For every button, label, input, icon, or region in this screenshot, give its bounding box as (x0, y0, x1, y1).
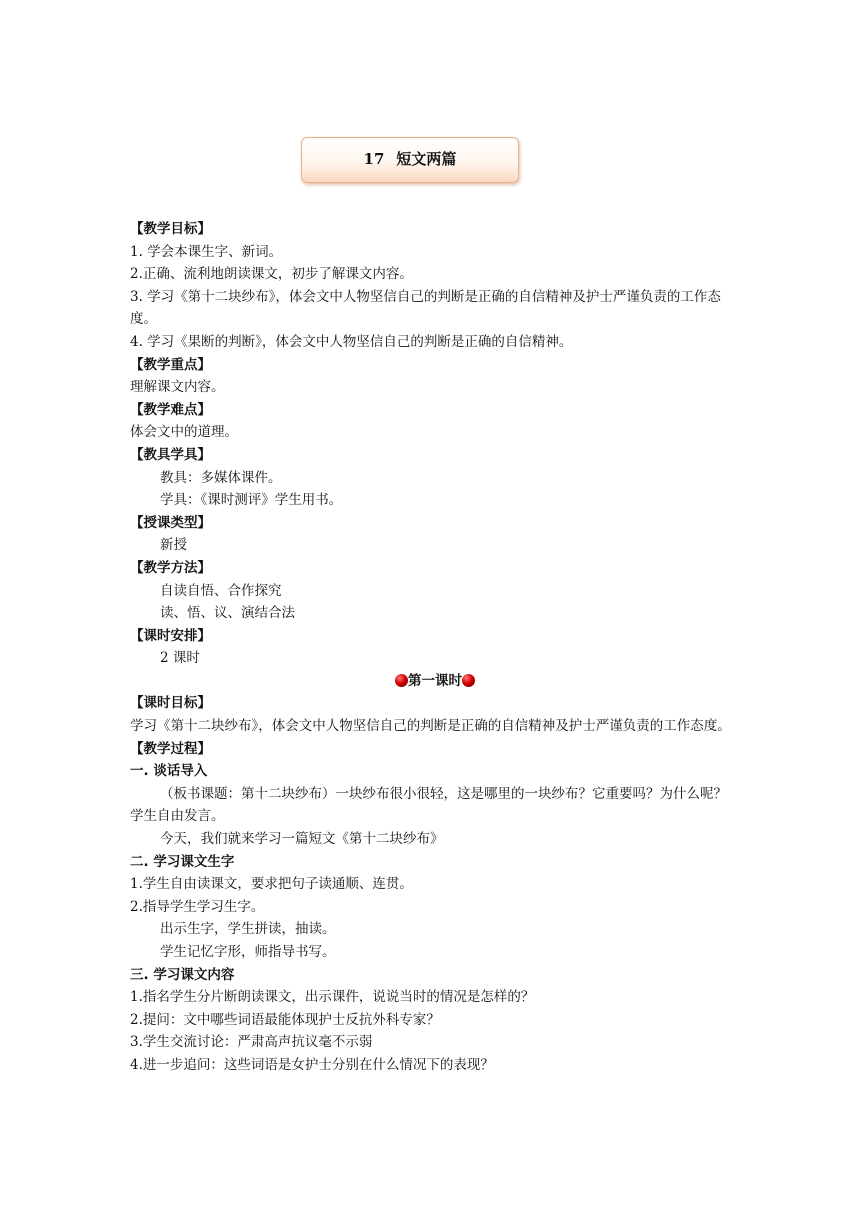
tools-item: 学具：《课时测评》学生用书。 (160, 492, 343, 509)
part3-heading: 三. 学习课文内容 (130, 966, 235, 983)
part3-item: 3.学生交流讨论：严肃高声抗议毫不示弱 (130, 1034, 373, 1051)
part3-item: 2.提问：文中哪些词语最能体现护士反抗外科专家？ (130, 1011, 440, 1028)
part2-item: 2.指导学生学习生字。 (130, 898, 265, 915)
part1-heading: 一. 谈话导入 (130, 763, 208, 780)
goal-item: 4. 学习《果断的判断》，体会文中人物坚信自己的判断是正确的自信精神。 (130, 333, 573, 350)
goals-heading: 【教学目标】 (130, 221, 211, 237)
part2-item: 1.学生自由读课文，要求把句子读通顺、连贯。 (130, 876, 413, 893)
type-text: 新授 (160, 537, 187, 554)
difficult-heading: 【教学难点】 (130, 401, 211, 418)
lesson-goal-heading: 【课时目标】 (130, 695, 211, 712)
method-item: 自读自悟、合作探究 (160, 582, 282, 599)
key-heading: 【教学重点】 (130, 356, 211, 373)
red-ball-icon (395, 674, 408, 687)
lesson-title-box (301, 137, 519, 183)
part2-subitem: 出示生字，学生拼读，抽读。 (160, 921, 336, 938)
part3-item: 4.进一步追问：这些词语是女护士分别在什么情况下的表现？ (130, 1056, 494, 1073)
lesson-one-banner (130, 670, 740, 693)
red-ball-icon (462, 674, 475, 687)
type-heading: 【授课类型】 (130, 514, 211, 531)
part2-subitem: 学生记忆字形，师指导书写。 (160, 944, 336, 960)
lesson-number: 17 (363, 150, 385, 168)
document-body (130, 218, 740, 1077)
tools-heading: 【教具学具】 (130, 446, 211, 463)
part1-paragraph: 今天，我们就来学习一篇短文《第十二块纱布》 (160, 831, 444, 848)
lesson-title: 短文两篇 (396, 150, 457, 168)
key-text: 理解课文内容。 (130, 379, 225, 396)
difficult-text: 体会文中的道理。 (130, 424, 238, 441)
part1-paragraph: （板书课题：第十二块纱布）一块纱布很小很轻，这是哪里的一块纱布？它重要吗？为什么呢？学生自由发言。 (130, 785, 727, 825)
method-item: 读、悟、议、演结合法 (160, 605, 295, 622)
lesson-goal-text: 学习《第十二块纱布》，体会文中人物坚信自己的判断是正确的自信精神及护士严谨负责的工作态度。 (130, 718, 731, 735)
schedule-text: 2 课时 (160, 650, 200, 667)
part3-item: 1.指名学生分片断朗读课文，出示课件，说说当时的情况是怎样的？ (130, 989, 535, 1006)
schedule-heading: 【课时安排】 (130, 627, 211, 644)
lesson-one-label: 第一课时 (408, 672, 462, 689)
tools-item: 教具：多媒体课件。 (160, 469, 282, 486)
process-heading: 【教学过程】 (130, 740, 211, 757)
part2-heading: 二. 学习课文生字 (130, 853, 235, 870)
method-heading: 【教学方法】 (130, 559, 211, 576)
goal-item: 3. 学习《第十二块纱布》，体会文中人物坚信自己的判断是正确的自信精神及护士严谨负责的工作态度。 (130, 288, 721, 328)
goal-item: 1. 学会本课生字、新词。 (130, 243, 283, 260)
goal-item: 2.正确、流利地朗读课文，初步了解课文内容。 (130, 266, 413, 283)
